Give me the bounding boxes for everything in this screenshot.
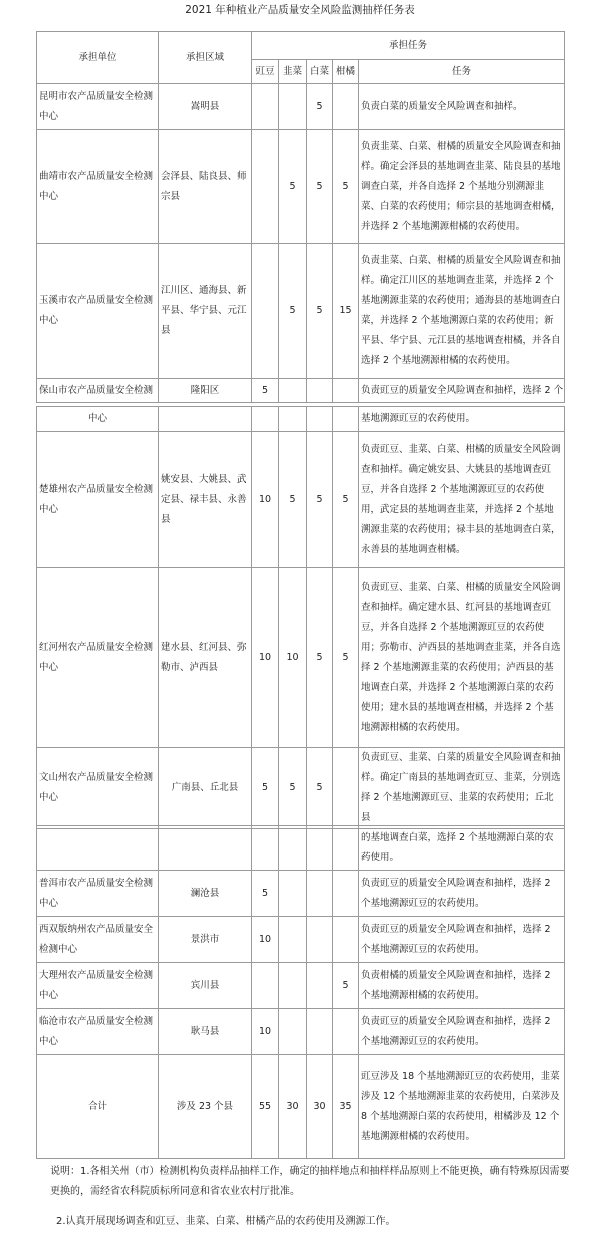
row-doujiao: [252, 826, 279, 871]
row-jiucai: [279, 84, 307, 130]
row-unit: 保山市农产品质量安全检测: [37, 379, 159, 403]
row-ganju: 5: [333, 568, 359, 748]
task-table-part-3: [36, 825, 565, 1159]
table-title: 2021 年种植业产品质量安全风险监测抽样任务表: [185, 4, 415, 16]
row-unit: 昆明市农产品质量安全检测中心: [37, 84, 159, 130]
row-unit: 大理州农产品质量安全检测中心: [37, 963, 159, 1009]
row-task: 负责豇豆、韭菜、白菜、柑橘的质量安全风险调查和抽样。确定建水县、红河县的基地调查豇豆，并各自选择 2 个基地溯源豇豆的农药使用；弥勒市、泸西县的基地调查韭菜，并各自选择 2 个基地溯源韭菜的农药使用；泸西县的基地调查白菜，并选择 2 个基地溯源白菜的农药使用；建水县的基地调查柑橘，并选择 2 个基地溯源柑橘的农药使用。: [359, 568, 565, 748]
row-doujiao: [252, 963, 279, 1009]
row-ganju: [333, 84, 359, 130]
row-unit: 文山州农产品质量安全检测中心: [37, 748, 159, 829]
row-task: 豇豆涉及 18 个基地溯源豇豆的农药使用，韭菜涉及 12 个基地溯源韭菜的农药使用，白菜涉及 8 个基地溯源白菜的农药使用，柑橘涉及 12 个基地溯源柑橘的农药使用。: [359, 1055, 565, 1159]
row-ganju: [333, 917, 359, 963]
row-baicai: [307, 379, 333, 403]
row-jiucai: [279, 917, 307, 963]
row-doujiao: 10: [252, 568, 279, 748]
row-task: 负责豇豆、韭菜、白菜、柑橘的质量安全风险调查和抽样。确定姚安县、大姚县的基地调查豇豆，并各自选择 2 个基地溯源豇豆的农药使用，武定县的基地调查韭菜，并选择 2 个基地溯源韭菜的农药使用；禄丰县的基地调查白菜，永善县的基地调查柑橘。: [359, 432, 565, 568]
table-row: [37, 84, 565, 130]
row-doujiao: 5: [252, 379, 279, 403]
table-row: [37, 748, 565, 829]
row-ganju: 5: [333, 130, 359, 244]
row-jiucai: 10: [279, 568, 307, 748]
header-renwu: 任务: [359, 60, 565, 84]
header-baicai: 白菜: [307, 60, 333, 84]
row-jiucai: [279, 1009, 307, 1055]
row-ganju: [333, 748, 359, 829]
row-task: 的基地调查白菜，选择 2 个基地溯源白菜的农药使用。: [359, 826, 565, 871]
row-unit: 普洱市农产品质量安全检测中心: [37, 871, 159, 917]
header-tasks: 承担任务: [252, 32, 565, 60]
row-doujiao: [252, 407, 279, 432]
row-task: 负责豇豆的质量安全风险调查和抽样，选择 2 个: [359, 379, 565, 403]
row-area: 涉及 23 个县: [159, 1055, 252, 1159]
row-area: 建水县、红河县、弥勒市、泸西县: [159, 568, 252, 748]
task-table-part-1: [36, 31, 565, 403]
row-ganju: 35: [333, 1055, 359, 1159]
row-baicai: 5: [307, 568, 333, 748]
row-ganju: 5: [333, 963, 359, 1009]
table-row: [37, 432, 565, 568]
row-baicai: [307, 963, 333, 1009]
row-doujiao: 5: [252, 748, 279, 829]
row-doujiao: 10: [252, 917, 279, 963]
row-task: 负责韭菜、白菜、柑橘的质量安全风险调查和抽样。确定会泽县的基地调查韭菜、陆良县的基地调查白菜，并各自选择 2 个基地分别溯源韭菜、白菜的农药使用；师宗县的基地调查柑橘，并选择 2 个基地溯源柑橘的农药使用。: [359, 130, 565, 244]
row-doujiao: [252, 130, 279, 244]
row-baicai: [307, 826, 333, 871]
row-jiucai: [279, 963, 307, 1009]
table-row: [37, 244, 565, 379]
note-1: 说明：1.各相关州（市）检测机构负责样品抽样工作，确定的抽样地点和抽样样品原则上不能更换，确有特殊原因需要更换的，需经省农科院质标所同意和省农业农村厅批准。: [50, 1166, 570, 1197]
row-area: 江川区、通海县、新平县、华宁县、元江县: [159, 244, 252, 379]
row-ganju: [333, 379, 359, 403]
row-task: 负责柑橘的质量安全风险调查和抽样，选择 2 个基地溯源柑橘的农药使用。: [359, 963, 565, 1009]
row-area: 景洪市: [159, 917, 252, 963]
row-task: 基地溯源豇豆的农药使用。: [359, 407, 565, 432]
row-baicai: 5: [307, 244, 333, 379]
row-unit: 合计: [37, 1055, 159, 1159]
row-baicai: [307, 871, 333, 917]
table-row: [37, 568, 565, 748]
row-baicai: 5: [307, 84, 333, 130]
row-jiucai: [279, 871, 307, 917]
row-ganju: 15: [333, 244, 359, 379]
row-task: 负责豇豆的质量安全风险调查和抽样，选择 2 个基地溯源豇豆的农药使用。: [359, 871, 565, 917]
header-doujiao: 豇豆: [252, 60, 279, 84]
note-2: 2.认真开展现场调查和豇豆、韭菜、白菜、柑橘产品的农药使用及溯源工作。: [56, 1216, 396, 1227]
row-unit: 楚雄州农产品质量安全检测中心: [37, 432, 159, 568]
row-area: 广南县、丘北县: [159, 748, 252, 829]
row-ganju: [333, 1009, 359, 1055]
row-task: 负责白菜的质量安全风险调查和抽样。: [359, 84, 565, 130]
row-area: 隆阳区: [159, 379, 252, 403]
header-ganju: 柑橘: [333, 60, 359, 84]
row-baicai: 30: [307, 1055, 333, 1159]
row-doujiao: 5: [252, 871, 279, 917]
row-jiucai: 5: [279, 244, 307, 379]
row-baicai: [307, 407, 333, 432]
header-area: 承担区域: [159, 32, 252, 84]
row-area: [159, 826, 252, 871]
row-area: 会泽县、陆良县、师宗县: [159, 130, 252, 244]
row-ganju: [333, 826, 359, 871]
row-unit: [37, 826, 159, 871]
header-unit: 承担单位: [37, 32, 159, 84]
row-ganju: [333, 407, 359, 432]
row-ganju: 5: [333, 432, 359, 568]
table-row: [37, 871, 565, 917]
row-task: 负责豇豆、韭菜、白菜的质量安全风险调查和抽样。确定广南县的基地调查豇豆、韭菜，分别选择 2 个基地溯源豇豆、韭菜的农药使用；丘北县: [359, 748, 565, 829]
header-jiucai: 韭菜: [279, 60, 307, 84]
row-baicai: 5: [307, 432, 333, 568]
row-baicai: 5: [307, 748, 333, 829]
row-task: 负责韭菜、白菜、柑橘的质量安全风险调查和抽样。确定江川区的基地调查韭菜，并选择 2 个基地溯源韭菜的农药使用；通海县的基地调查白菜，并选择 2 个基地溯源白菜的农药使用；新平县、华宁县、元江县的基地调查柑橘，并各自选择 2 个基地溯源柑橘的农药使用。: [359, 244, 565, 379]
row-area: 澜沧县: [159, 871, 252, 917]
row-area: [159, 407, 252, 432]
table-row: [37, 130, 565, 244]
row-doujiao: 55: [252, 1055, 279, 1159]
task-table-part-2: [36, 406, 565, 829]
row-task: 负责豇豆的质量安全风险调查和抽样，选择 2 个基地溯源豇豆的农药使用。: [359, 917, 565, 963]
table-row: [37, 917, 565, 963]
row-baicai: [307, 917, 333, 963]
table-row: [37, 963, 565, 1009]
row-jiucai: [279, 379, 307, 403]
row-area: 耿马县: [159, 1009, 252, 1055]
table-row: [37, 379, 565, 403]
row-jiucai: [279, 826, 307, 871]
row-unit: 红河州农产品质量安全检测中心: [37, 568, 159, 748]
row-baicai: [307, 1009, 333, 1055]
row-jiucai: 5: [279, 432, 307, 568]
table-row-total: [37, 1055, 565, 1159]
row-jiucai: 5: [279, 130, 307, 244]
row-doujiao: [252, 244, 279, 379]
row-unit: 临沧市农产品质量安全检测中心: [37, 1009, 159, 1055]
row-area: 宾川县: [159, 963, 252, 1009]
row-doujiao: [252, 84, 279, 130]
row-jiucai: [279, 407, 307, 432]
table-row: [37, 1009, 565, 1055]
row-unit: 西双版纳州农产品质量安全检测中心: [37, 917, 159, 963]
row-unit: 中心: [37, 407, 159, 432]
row-doujiao: 10: [252, 1009, 279, 1055]
table-row: [37, 826, 565, 871]
row-baicai: 5: [307, 130, 333, 244]
row-jiucai: 30: [279, 1055, 307, 1159]
row-unit: 曲靖市农产品质量安全检测中心: [37, 130, 159, 244]
row-ganju: [333, 871, 359, 917]
row-task: 负责豇豆的质量安全风险调查和抽样，选择 2 个基地溯源豇豆的农药使用。: [359, 1009, 565, 1055]
row-doujiao: 10: [252, 432, 279, 568]
row-area: 姚安县、大姚县、武定县、禄丰县、永善县: [159, 432, 252, 568]
row-area: 嵩明县: [159, 84, 252, 130]
row-unit: 玉溪市农产品质量安全检测中心: [37, 244, 159, 379]
row-jiucai: 5: [279, 748, 307, 829]
table-row: [37, 407, 565, 432]
